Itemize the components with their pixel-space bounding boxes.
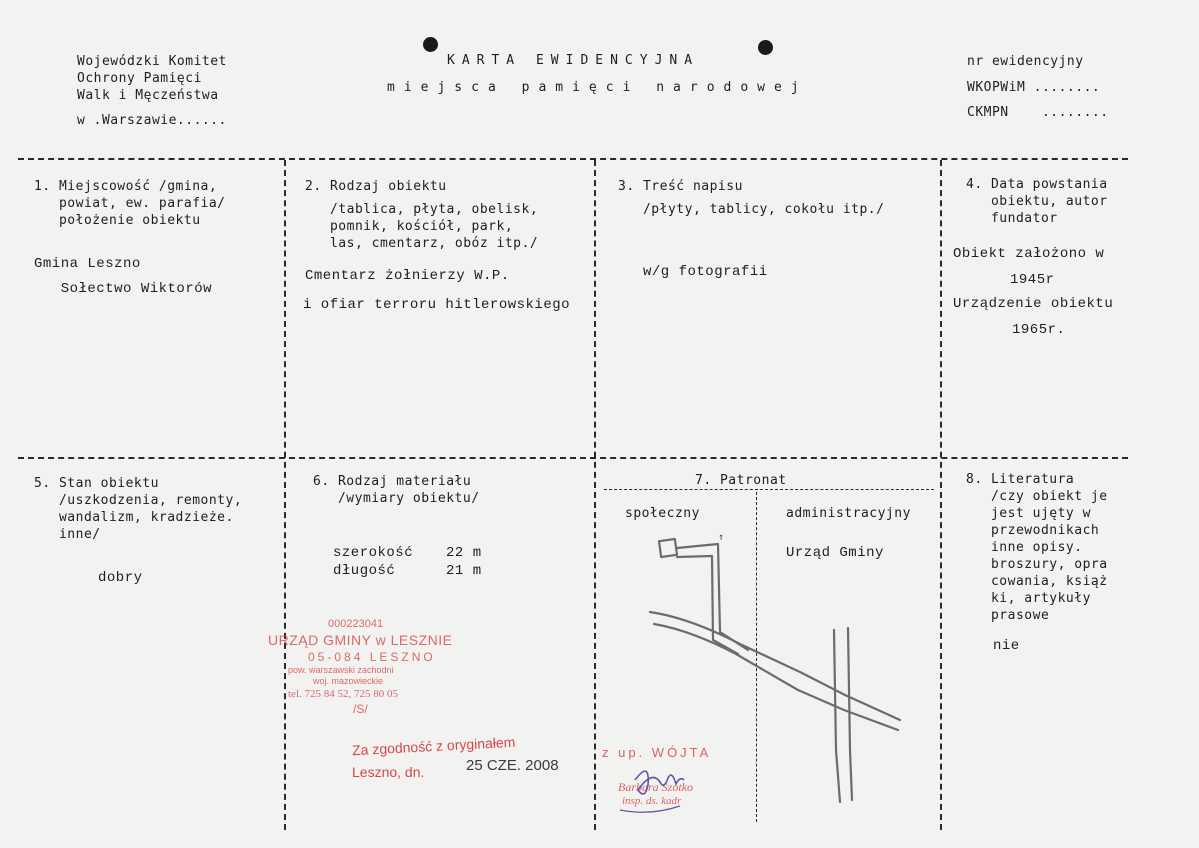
location-value: Gmina Leszno xyxy=(34,256,141,272)
section-label: 4. Data powstania xyxy=(966,177,1108,192)
object-type-value: Cmentarz żołnierzy W.P. xyxy=(305,268,510,284)
committee-city: w .Warszawie...... xyxy=(77,113,227,128)
conformity-date: 25 CZE. 2008 xyxy=(466,757,559,774)
wojta-stamp xyxy=(590,740,740,820)
grid-col-3 xyxy=(940,160,942,830)
stamp-line: pow. warszawski zachodni xyxy=(288,665,394,675)
literature-value: nie xyxy=(993,638,1020,654)
committee-line: Walk i Męczeństwa xyxy=(77,88,219,103)
punch-hole-left xyxy=(423,37,438,52)
patronat-divider xyxy=(604,489,934,490)
stamp-line: 05-084 LESZNO xyxy=(308,650,436,664)
reg-line: nr ewidencyjny xyxy=(967,54,1084,69)
grid-line-top xyxy=(18,158,1128,160)
section-label: wandalizm, kradzieże. xyxy=(34,510,234,525)
section-label: 2. Rodzaj obiektu xyxy=(305,179,447,194)
location-value: Sołectwo Wiktorów xyxy=(34,281,213,297)
grid-col-2 xyxy=(594,160,596,830)
section-label: prasowe xyxy=(966,608,1050,623)
dimension-label: długość xyxy=(333,563,396,579)
section-label: broszury, opra xyxy=(966,557,1108,572)
patronage-admin-value: Urząd Gminy xyxy=(786,545,884,561)
patronage-admin-label: administracyjny xyxy=(786,506,911,521)
section-label: powiat, ew. parafia/ xyxy=(34,196,226,211)
sketch-road xyxy=(650,612,900,720)
creation-value: 1965r. xyxy=(1012,322,1066,338)
reg-line: CKMPN ........ xyxy=(967,105,1109,120)
stamp-line: tel. 725 84 52, 725 80 05 xyxy=(288,688,398,700)
creation-value: Urządzenie obiektu xyxy=(953,296,1114,312)
dimension-value: 21 m xyxy=(446,563,482,579)
sketch-mark: ↑ xyxy=(718,532,725,543)
section-label: las, cmentarz, obóz itp./ xyxy=(305,236,539,251)
section-label: 6. Rodzaj materiału xyxy=(313,474,472,489)
object-type-value: i ofiar terroru hitlerowskiego xyxy=(303,297,571,313)
dimension-label: szerokość xyxy=(333,545,414,561)
section-label: ki, artykuły xyxy=(966,591,1091,606)
section-label: inne/ xyxy=(34,527,101,542)
stamp-line: z up. WÓJTA xyxy=(602,745,712,760)
section-label: położenie obiektu xyxy=(34,213,201,228)
section-label: /uszkodzenia, remonty, xyxy=(34,493,243,508)
stamp-line: woj. mazowieckie xyxy=(313,676,384,686)
stamp-line: /S/ xyxy=(353,702,368,716)
stamp-line: 000223041 xyxy=(328,618,384,630)
committee-line: Wojewódzki Komitet xyxy=(77,54,227,69)
section-label: /płyty, tablicy, cokołu itp./ xyxy=(618,202,885,217)
sketch-road xyxy=(654,624,898,730)
signature xyxy=(590,740,730,820)
section-label: jest ujęty w xyxy=(966,506,1091,521)
patronage-social-label: społeczny xyxy=(625,506,700,521)
reg-line: WKOPWiM ........ xyxy=(967,80,1101,95)
conformity-stamp: Za zgodność z oryginałem xyxy=(351,733,516,759)
section-label: 7. Patronat xyxy=(695,473,787,488)
section-label: /wymiary obiektu/ xyxy=(313,491,480,506)
dimension-value: 22 m xyxy=(446,545,482,561)
sketch-road xyxy=(834,630,840,802)
section-label: 1. Miejscowość /gmina, xyxy=(34,179,218,194)
condition-value: dobry xyxy=(98,570,143,586)
card-subtitle: miejsca pamięci narodowej xyxy=(387,80,808,95)
section-label: 8. Literatura xyxy=(966,472,1075,487)
section-label: /tablica, płyta, obelisk, xyxy=(305,202,539,217)
stamp-line: URZĄD GMINY w LESZNIE xyxy=(268,632,453,648)
stamp-line: insp. ds. kadr xyxy=(622,795,682,807)
section-label: pomnik, kościół, park, xyxy=(305,219,514,234)
inscription-value: w/g fotografii xyxy=(643,264,768,280)
conformity-place: Leszno, dn. xyxy=(352,764,425,780)
section-label: inne opisy. xyxy=(966,540,1083,555)
section-label: cowania, książ xyxy=(966,574,1108,589)
punch-hole-right xyxy=(758,40,773,55)
grid-col-1 xyxy=(284,160,286,830)
committee-line: Ochrony Pamięci xyxy=(77,71,202,86)
sketch-building xyxy=(659,539,677,557)
stamp-line: Barbara Szotko xyxy=(618,780,693,794)
creation-value: 1945r xyxy=(1010,272,1055,288)
section-label: 3. Treść napisu xyxy=(618,179,743,194)
creation-value: Obiekt założono w xyxy=(953,246,1105,262)
grid-line-middle xyxy=(18,457,1128,459)
section-label: 5. Stan obiektu xyxy=(34,476,159,491)
card-title: KARTA EWIDENCYJNA xyxy=(447,53,700,68)
section-label: fundator xyxy=(966,211,1058,226)
section-label: /czy obiekt je xyxy=(966,489,1108,504)
section-label: przewodnikach xyxy=(966,523,1100,538)
section-label: obiektu, autor xyxy=(966,194,1108,209)
sketch-road xyxy=(848,628,852,800)
